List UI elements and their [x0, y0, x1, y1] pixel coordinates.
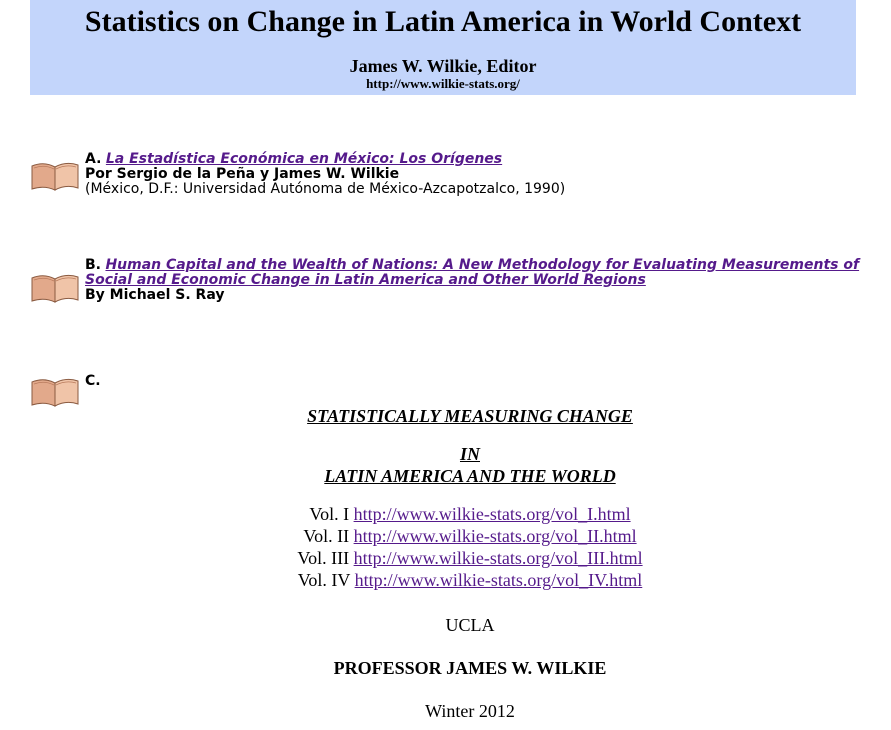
volume-link[interactable]: http://www.wilkie-stats.org/vol_IV.html — [354, 570, 643, 590]
term: Winter 2012 — [425, 701, 515, 721]
professor-name: PROFESSOR JAMES W. WILKIE — [333, 658, 607, 678]
volume-label: Vol. II — [303, 526, 350, 546]
section-c-content — [100, 405, 840, 722]
book-icon — [30, 158, 80, 192]
entry-publisher: (México, D.F.: Universidad Autónoma de México-Azcapotzalco, 1990) — [85, 181, 566, 197]
volume-label: Vol. III — [297, 548, 350, 568]
volume-row — [100, 503, 840, 525]
volume-label: Vol. IV — [297, 570, 351, 590]
entry-letter: A. — [85, 151, 102, 167]
volume-list — [100, 503, 840, 591]
volume-link[interactable]: http://www.wilkie-stats.org/vol_I.html — [353, 504, 631, 524]
volume-row — [100, 525, 840, 547]
volume-link[interactable]: http://www.wilkie-stats.org/vol_III.html — [353, 548, 643, 568]
editor-line: James W. Wilkie, Editor — [349, 56, 537, 76]
entry-authors: By Michael S. Ray — [85, 287, 225, 303]
section-c-heading-2: IN — [459, 444, 480, 464]
section-c-heading-1: STATISTICALLY MEASURING CHANGE — [307, 406, 633, 426]
publication-link-a[interactable]: La Estadística Económica en México: Los Orígenes — [105, 151, 503, 167]
volume-row — [100, 569, 840, 591]
volume-row — [100, 547, 840, 569]
volume-label: Vol. I — [309, 504, 350, 524]
page-title: Statistics on Change in Latin America in World Context — [84, 5, 802, 38]
publication-link-b[interactable]: Human Capital and the Wealth of Nations: A New Methodology for Evaluating Measurements of Social and Economic Change in Latin America and Other World Regions — [85, 257, 860, 288]
page-header — [30, 0, 856, 95]
site-url: http://www.wilkie-stats.org/ — [366, 76, 520, 91]
book-icon — [30, 270, 80, 304]
entry-authors: Por Sergio de la Peña y James W. Wilkie — [85, 166, 400, 182]
book-icon — [30, 374, 80, 408]
entry-letter: C. — [85, 373, 101, 389]
volume-link[interactable]: http://www.wilkie-stats.org/vol_II.html — [353, 526, 637, 546]
entry-letter: B. — [85, 257, 101, 273]
institution: UCLA — [445, 615, 495, 635]
section-c-heading-3: LATIN AMERICA AND THE WORLD — [324, 466, 616, 486]
